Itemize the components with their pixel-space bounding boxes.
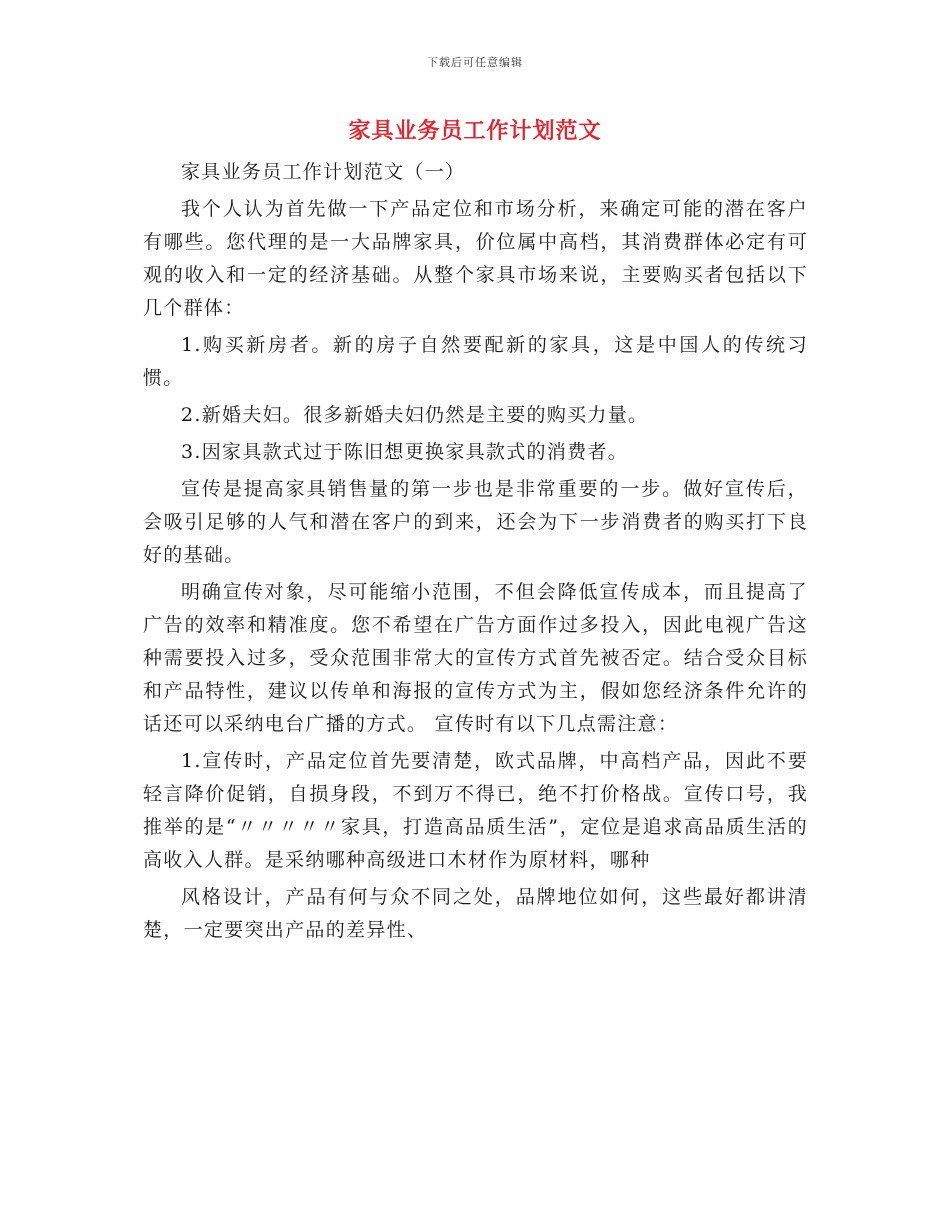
paragraph-promotion: 宣传是提高家具销售量的第一步也是非常重要的一步。做好宣传后，会吸引足够的人气和潜在客户的到来，还会为下一步消费者的购买打下良好的基础。	[143, 478, 808, 566]
header-note: 下载后可任意编辑	[427, 56, 523, 69]
document-body	[143, 156, 808, 951]
paragraph-style: 风格设计，产品有何与众不同之处，品牌地位如何，这些最好都讲清楚，一定要突出产品的差异性、	[143, 886, 808, 941]
list-item-buyers-1: 1.购买新房者。新的房子自然要配新的家具，这是中国人的传统习惯。	[143, 334, 808, 389]
section-heading: 家具业务员工作计划范文（一）	[181, 161, 466, 183]
list-item-buyers-3: 3.因家具款式过于陈旧想更换家具款式的消费者。	[181, 441, 629, 463]
list-item-notes-1: 1.宣传时，产品定位首先要清楚，欧式品牌，中高档产品，因此不要轻言降价促销，自损身段，不到万不得已，绝不打价格战。宣传口号，我推举的是“〃〃〃〃〃家具，打造高品质生活”，定位是追求高品质生活的高收入人群。是采纳哪种高级进口木材作为原材料，哪种	[143, 750, 808, 871]
document-title: 家具业务员工作计划范文	[348, 118, 602, 144]
paragraph-intro: 我个人认为首先做一下产品定位和市场分析，来确定可能的潜在客户有哪些。您代理的是一大品牌家具，价位属中高档，其消费群体必定有可观的收入和一定的经济基础。从整个家具市场来说，主要购买者包括以下几个群体：	[143, 198, 808, 319]
paragraph-target: 明确宣传对象，尽可能缩小范围，不但会降低宣传成本，而且提高了广告的效率和精准度。您不希望在广告方面作过多投入，因此电视广告这种需要投入过多，受众范围非常大的宣传方式首先被否定。结合受众目标和产品特性，建议以传单和海报的宣传方式为主，假如您经济条件允许的话还可以采纳电台广播的方式。 宣传时有以下几点需注意：	[143, 581, 808, 735]
list-item-buyers-2: 2.新婚夫妇。很多新婚夫妇仍然是主要的购买力量。	[181, 404, 649, 426]
